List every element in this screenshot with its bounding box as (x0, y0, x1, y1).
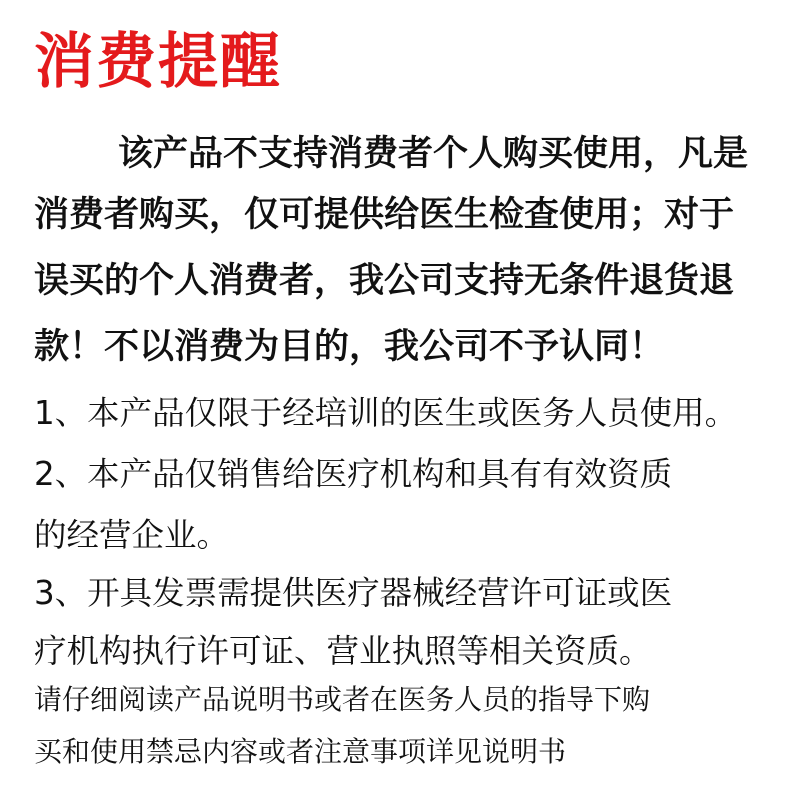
statement-line: 消费者购买，仅可提供给医生检查使用；对于 (34, 195, 735, 235)
footer-line: 买和使用禁忌内容或者注意事项详见说明书 (34, 735, 567, 768)
footer-line: 请仔细阅读产品说明书或者在医务人员的指导下购 (34, 683, 651, 716)
statement-line: 款！不以消费为目的，我公司不予认同！ (34, 327, 665, 367)
notice-title: 消费提醒 (34, 27, 282, 97)
rule-line: 3、开具发票需提供医疗器械经营许可证或医 (34, 574, 673, 612)
rule-line: 1、本产品仅限于经培训的医生或医务人员使用。 (34, 394, 738, 432)
rule-line: 疗机构执行许可证、营业执照等相关资质。 (34, 632, 652, 670)
rule-line: 的经营企业。 (34, 516, 230, 554)
statement-line: 误买的个人消费者，我公司支持无条件退货退 (34, 261, 735, 301)
statement-line: 该产品不支持消费者个人购买使用，凡是 (118, 134, 749, 174)
rule-line: 2、本产品仅销售给医疗机构和具有有效资质 (34, 455, 673, 493)
